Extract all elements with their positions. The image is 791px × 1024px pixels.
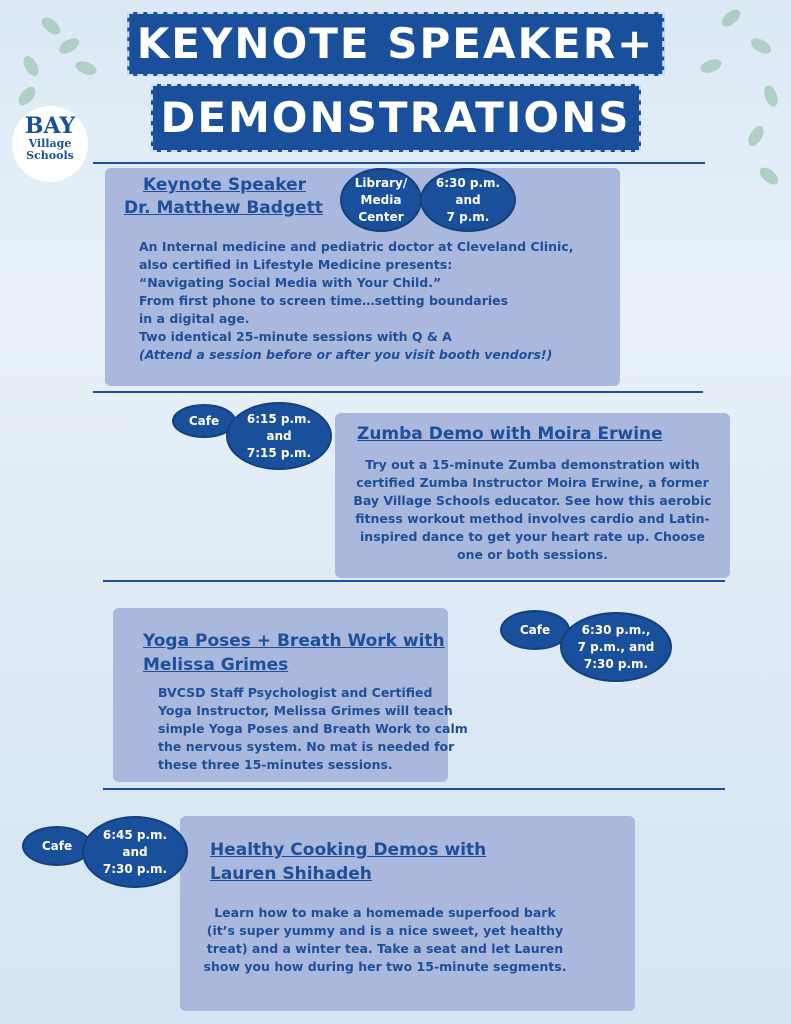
- cooking-line: treat) and a winter tea. Take a seat and let Lauren: [206, 941, 564, 956]
- school-logo: [12, 106, 88, 182]
- yoga-heading-1: Yoga Poses + Breath Work with: [143, 631, 445, 651]
- leaf-decoration: [74, 59, 99, 78]
- leaf-decoration: [762, 84, 781, 109]
- cooking-line: show you how during her two 15-minute segments.: [203, 959, 567, 974]
- cooking-line: (it’s super yummy and is a nice sweet, yet healthy: [206, 923, 564, 938]
- leaf-decoration: [39, 14, 64, 37]
- location-line: Library/: [354, 175, 408, 190]
- leaf-decoration: [56, 35, 81, 56]
- keynote-heading-2: Dr. Matthew Badgett: [124, 198, 323, 218]
- leaf-decoration: [20, 53, 41, 78]
- zumba-line: fitness workout method involves cardio and Latin-: [355, 511, 710, 526]
- divider: [103, 580, 725, 582]
- divider: [93, 162, 705, 164]
- keynote-line: also certified in Lifestyle Medicine presents:: [139, 257, 453, 272]
- time-line: 7 p.m., and: [577, 639, 655, 654]
- time-line: 6:15 p.m.: [246, 411, 312, 426]
- zumba-line: certified Zumba Instructor Moira Erwine, a former: [356, 475, 709, 490]
- time-line: 7 p.m.: [446, 209, 490, 224]
- yoga-heading-2: Melissa Grimes: [143, 655, 289, 675]
- location-line: Cafe: [519, 622, 551, 637]
- location-line: Media: [360, 192, 402, 207]
- title-line-1: KEYNOTE SPEAKER+: [127, 12, 664, 76]
- time-line: 6:30 p.m.,: [581, 622, 651, 637]
- time-line: 7:30 p.m.: [102, 861, 168, 876]
- cooking-location-badge: [22, 826, 92, 866]
- leaf-decoration: [748, 35, 773, 56]
- cooking-time-badge: [82, 816, 188, 888]
- time-line: and: [122, 844, 148, 859]
- zumba-line: Bay Village Schools educator. See how this aerobic: [353, 493, 712, 508]
- time-line: 7:15 p.m.: [246, 445, 312, 460]
- zumba-line: Try out a 15-minute Zumba demonstration with: [365, 457, 700, 472]
- divider: [103, 788, 725, 790]
- keynote-line: An Internal medicine and pediatric doctor at Cleveland Clinic,: [139, 239, 574, 254]
- keynote-line: (Attend a session before or after you visit booth vendors!): [139, 347, 553, 362]
- zumba-heading: Zumba Demo with Moira Erwine: [357, 424, 663, 444]
- leaf-decoration: [699, 57, 724, 76]
- time-line: and: [266, 428, 292, 443]
- logo-mark: BAY: [24, 113, 76, 139]
- leaf-decoration: [719, 6, 744, 29]
- zumba-line: inspired dance to get your heart rate up. Choose: [360, 529, 705, 544]
- time-line: 6:30 p.m.: [435, 175, 501, 190]
- cooking-heading-2: Lauren Shihadeh: [210, 864, 372, 884]
- time-line: and: [455, 192, 481, 207]
- time-line: 7:30 p.m.: [583, 656, 649, 671]
- yoga-line: these three 15-minutes sessions.: [158, 757, 393, 772]
- cooking-line: Learn how to make a homemade superfood bark: [214, 905, 556, 920]
- location-line: Cafe: [41, 838, 73, 853]
- yoga-line: simple Yoga Poses and Breath Work to calm: [158, 721, 468, 736]
- keynote-line: Two identical 25-minute sessions with Q & A: [139, 329, 452, 344]
- zumba-time-badge: [226, 402, 332, 470]
- logo-line-2: Schools: [26, 149, 74, 162]
- leaf-decoration: [745, 123, 766, 148]
- keynote-location-badge: [340, 168, 422, 232]
- keynote-line: “Navigating Social Media with Your Child.”: [139, 275, 442, 290]
- keynote-time-badge: [420, 168, 516, 232]
- time-line: 6:45 p.m.: [102, 827, 168, 842]
- keynote-line: in a digital age.: [139, 311, 250, 326]
- yoga-line: BVCSD Staff Psychologist and Certified: [158, 685, 433, 700]
- location-line: Cafe: [188, 413, 220, 428]
- yoga-time-badge: [560, 612, 672, 682]
- logo-line-1: Village: [28, 137, 72, 150]
- keynote-heading-1: Keynote Speaker: [143, 175, 307, 195]
- title-line-2: DEMONSTRATIONS: [150, 84, 640, 152]
- cooking-heading-1: Healthy Cooking Demos with: [210, 840, 487, 860]
- location-line: Center: [358, 209, 404, 224]
- yoga-line: the nervous system. No mat is needed for: [158, 739, 455, 754]
- yoga-line: Yoga Instructor, Melissa Grimes will teach: [158, 703, 453, 718]
- keynote-line: From first phone to screen time…setting boundaries: [139, 293, 509, 308]
- leaf-decoration: [15, 84, 38, 109]
- zumba-line: one or both sessions.: [457, 547, 608, 562]
- leaf-decoration: [757, 164, 782, 187]
- divider: [93, 391, 703, 393]
